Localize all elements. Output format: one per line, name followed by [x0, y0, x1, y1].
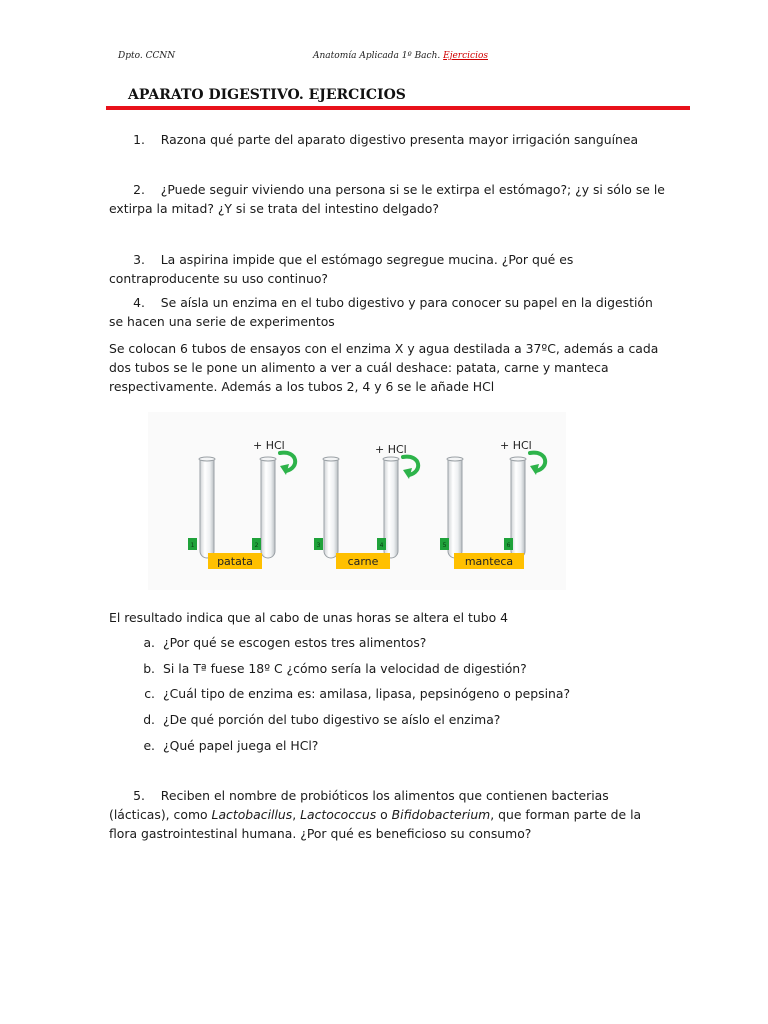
tube-1 — [199, 457, 215, 558]
bacteria-name-1: Lactobacillus — [211, 807, 293, 822]
experiment-description: Se colocan 6 tubos de ensayos con el enzima X y agua destilada a 37ºC, además a cada dos tubos se le pone un alimento a ver a cuál deshace: patata, carne y manteca respectivamente. Además a los tubos 2, 4 y 6 se le añade HCl — [109, 341, 659, 394]
page-title: APARATO DIGESTIVO. EJERCICIOS — [128, 87, 406, 103]
separator-2: o — [376, 807, 392, 822]
separator-1: , — [292, 807, 301, 822]
subquestion-text: ¿Cuál tipo de enzima es: amilasa, lipasa, pepsinógeno o pepsina? — [163, 686, 571, 701]
food-label-text-manteca: manteca — [464, 555, 514, 568]
question-5 — [109, 786, 669, 843]
tube-number-5: 5 — [442, 542, 447, 549]
subquestion-letter: b. — [143, 661, 155, 676]
tube-number-1: 1 — [190, 542, 195, 549]
bacteria-name-3: Bifidobacterium — [391, 807, 491, 822]
question-text-start: Reciben el nombre de probióticos los alimentos que contienen bacterias (lácticas), como — [109, 788, 609, 822]
title-underline — [106, 106, 690, 110]
question-text: Razona qué parte del aparato digestivo presenta mayor irrigación sanguínea — [160, 132, 639, 147]
result-text: El resultado indica que al cabo de unas horas se altera el tubo 4 — [109, 610, 509, 625]
subquestion-c — [109, 684, 669, 703]
tube-number-2: 2 — [254, 542, 259, 549]
test-tubes-figure — [148, 412, 566, 590]
question-number: 5. — [133, 788, 145, 803]
hcl-label-1: + HCl — [253, 439, 285, 452]
question-text: La aspirina impide que el estómago segregue mucina. ¿Por qué es contraproducente su uso continuo? — [109, 252, 574, 286]
tube-2 — [260, 457, 276, 558]
subquestion-letter: a. — [143, 635, 155, 650]
question-number: 3. — [133, 252, 145, 267]
header-exercises-link[interactable]: Ejercicios — [443, 51, 488, 61]
tube-number-3: 3 — [316, 542, 321, 549]
hcl-label-3: + HCl — [500, 439, 532, 452]
subquestion-e — [109, 736, 669, 755]
question-text: ¿Puede seguir viviendo una persona si se le extirpa el estómago?; ¿y si sólo se le extirpa la mitad? ¿Y si se trata del intestino delgado? — [109, 182, 665, 216]
header-course-text: Anatomía Aplicada 1º Bach. — [313, 51, 441, 61]
question-number: 2. — [133, 182, 145, 197]
tube-number-6: 6 — [506, 542, 511, 549]
subquestion-a — [109, 633, 669, 652]
question-number: 1. — [133, 132, 145, 147]
header-course — [313, 51, 488, 61]
subquestion-text: ¿De qué porción del tubo digestivo se aíslo el enzima? — [163, 712, 501, 727]
subquestion-letter: c. — [144, 686, 155, 701]
tube-5 — [447, 457, 463, 558]
food-label-text-patata: patata — [217, 555, 253, 568]
food-label-text-carne: carne — [347, 555, 379, 568]
header-department: Dpto. CCNN — [118, 51, 176, 61]
subquestion-d — [109, 710, 669, 729]
subquestion-b — [109, 659, 669, 678]
subquestion-letter: d. — [143, 712, 155, 727]
question-text-end: , que forman parte de la flora gastrointestinal humana. ¿Por qué es beneficioso su consumo? — [109, 807, 642, 841]
subquestion-text: ¿Por qué se escogen estos tres alimentos? — [163, 635, 427, 650]
question-text: Se aísla un enzima en el tubo digestivo y para conocer su papel en la digestión se hacen una serie de experimentos — [109, 295, 653, 329]
subquestion-text: ¿Qué papel juega el HCl? — [163, 738, 319, 753]
subquestion-text: Si la Tª fuese 18º C ¿cómo sería la velocidad de digestión? — [163, 661, 527, 676]
question-1 — [109, 130, 669, 149]
subquestion-letter: e. — [143, 738, 155, 753]
tube-3 — [323, 457, 339, 558]
bacteria-name-2: Lactococcus — [300, 807, 377, 822]
question-3 — [109, 250, 669, 288]
tube-number-4: 4 — [379, 542, 384, 549]
hcl-label-2: + HCl — [375, 443, 407, 456]
question-number: 4. — [133, 295, 145, 310]
question-2 — [109, 180, 669, 218]
question-4 — [109, 293, 669, 331]
